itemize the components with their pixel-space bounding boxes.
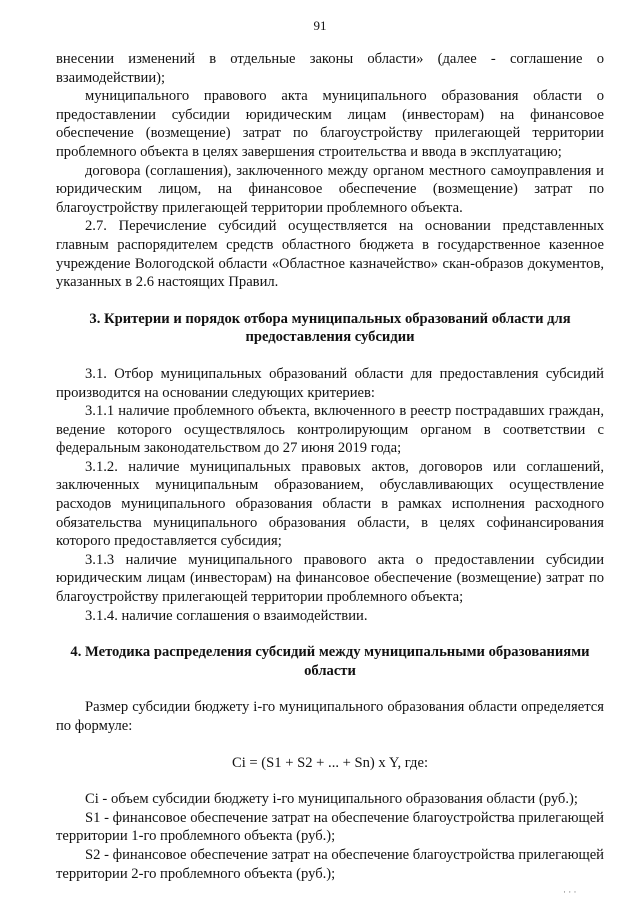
paragraph-s2-definition: S2 - финансовое обеспечение затрат на обеспечение благоустройства прилегающей территории 2-го проблемного объекта (руб.); [56, 846, 604, 882]
paragraph-2-7: 2.7. Перечисление субсидий осуществляется на основании представленных главным распорядителем средств областного бюджета в государственное казенное учреждение Вологодской области «Областное казначейство» скан-образов документов, указанных в 2.6 настоящих Правил. [56, 218, 604, 291]
section-4-heading: 4. Методика распределения субсидий между муниципальными образованиями области [70, 644, 590, 679]
paragraph-agreement-continuation: внесении изменений в отдельные законы области» (далее - соглашение о взаимодействии); [56, 51, 604, 86]
paragraph-3-1-2: 3.1.2. наличие муниципальных правовых актов, договоров или соглашений, заключенных муниципальным образованием, обуславливающих осуществление расходов муниципального образования области в рамках исполнения расходного обязательства муниципального образования области, в целях софинансирования которого предоставляется субсидия; [56, 458, 604, 550]
paragraph-s1-definition: S1 - финансовое обеспечение затрат на обеспечение благоустройства прилегающей территории 1-го проблемного объекта (руб.); [56, 809, 604, 845]
paragraph-formula-intro: Размер субсидии бюджету i-го муниципального образования области определяется по формуле: [56, 699, 604, 734]
paragraph-3-1-3: 3.1.3 наличие муниципального правового акта о предоставлении субсидии юридическим лицам (инвесторам) на финансовое обеспечение (возмещение) затрат по благоустройству прилегающей территории проблемного объекта; [56, 551, 604, 606]
paragraph-3-1-4: 3.1.4. наличие соглашения о взаимодействии. [85, 607, 368, 624]
paragraph-ci-definition: Ci - объем субсидии бюджету i-го муниципального образования области (руб.); [85, 791, 578, 808]
paragraph-3-1-1: 3.1.1 наличие проблемного объекта, включенного в реестр пострадавших граждан, ведение которого осуществлялось контролирующим органом в соответствии с федеральным законодательством до 27 июня 2019 года; [56, 403, 604, 457]
section-3-heading: 3. Критерии и порядок отбора муниципальных образований области для предоставления субсидии [89, 310, 571, 346]
corner-mark: · · · [563, 887, 577, 897]
paragraph-municipal-act: муниципального правового акта муниципального образования области о предоставлении субсидии юридическим лицам (инвесторам) на финансовое обеспечение (возмещение) затрат по благоустройству прилегающей территории проблемного объекта в целях завершения строительства и ввода в эксплуатацию; [56, 88, 604, 160]
document-body [56, 50, 604, 883]
paragraph-3-1: 3.1. Отбор муниципальных образований области для предоставления субсидий производится на основании следующих критериев: [56, 365, 604, 401]
paragraph-contract: договора (соглашения), заключенного между органом местного самоуправления и юридическим лицом, на финансовое обеспечение (возмещение) затрат по благоустройству прилегающей территории проблемного объекта. [56, 162, 604, 216]
page-number: 91 [313, 18, 327, 33]
formula: Ci = (S1 + S2 + ... + Sn) x Y, где: [231, 754, 429, 771]
